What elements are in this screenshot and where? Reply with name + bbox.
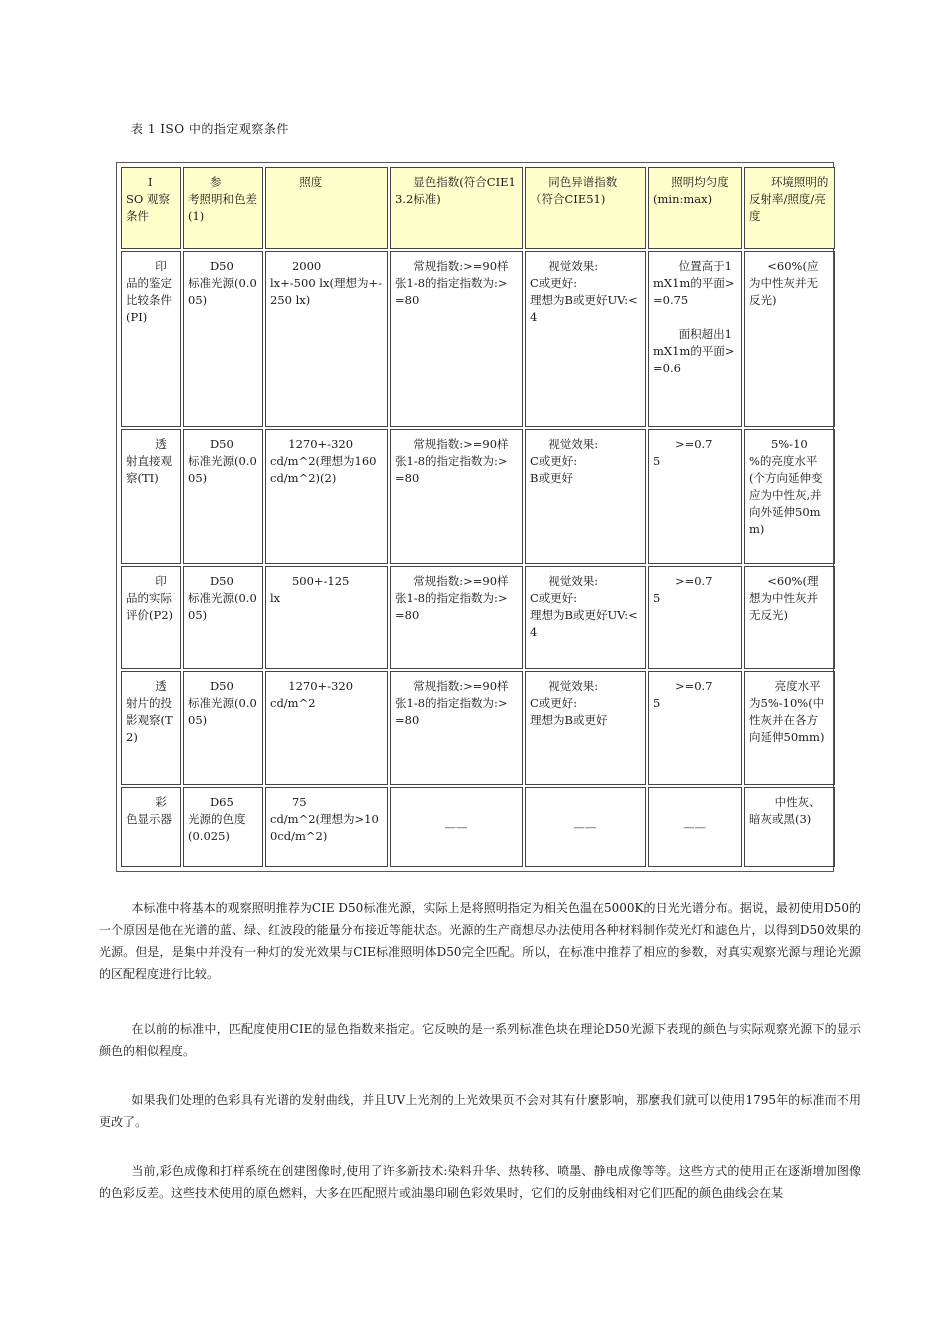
table-cell: 1270+-320 cd/m^2 bbox=[265, 671, 388, 785]
table-cell: 500+-125 lx bbox=[265, 566, 388, 669]
table-cell: 印 品的鉴定比较条件(PI) bbox=[121, 251, 181, 427]
table-cell: 视觉效果: C或更好: 理想为B或更好UV:<4 bbox=[525, 251, 646, 427]
table-row bbox=[121, 429, 835, 563]
table-cell: 亮度水平为5%-10%(中性灰并在各方向延伸50mm) bbox=[744, 671, 835, 785]
table-cell: 视觉效果: C或更好: B或更好 bbox=[525, 429, 646, 563]
empty-dash-cell: —— bbox=[390, 787, 523, 867]
table-cell: >=0.7 5 bbox=[648, 566, 742, 669]
table-cell: 常规指数:>=90样张1-8的指定指数为:>=80 bbox=[390, 566, 523, 669]
table-cell: 位置高于1mX1m的平面>=0.75 面积超出1mX1m的平面>=0.6 bbox=[648, 251, 742, 427]
header-cell: I SO 观察条件 bbox=[121, 167, 181, 249]
table-cell: 印 品的实际评价(P2) bbox=[121, 566, 181, 669]
header-cell: 照明均匀度(min:max) bbox=[648, 167, 742, 249]
table-cell: 2000 lx+-500 lx(理想为+-250 lx) bbox=[265, 251, 388, 427]
table-row bbox=[121, 787, 835, 867]
table-cell: 常规指数:>=90样张1-8的指定指数为:>=80 bbox=[390, 251, 523, 427]
table-cell: >=0.7 5 bbox=[648, 429, 742, 563]
table-cell: >=0.7 5 bbox=[648, 671, 742, 785]
body-paragraph: 本标准中将基本的观察照明推荐为CIE D50标准光源，实际上是将照明指定为相关色温在5000K的日光光谱分布。据说，最初使用D50的一个原因是他在光谱的蓝、绿、红波段的能量分布接近等能状态。光源的生产商想尽办法使用各种材料制作荧光灯和滤色片，以得到D50效果的光源。但是，是集中并没有一种灯的发光效果与CIE标准照明体D50完全匹配。所以，在标准中推荐了相应的参数，对真实观察光源与理论光源的区配程度进行比较。 bbox=[99, 901, 861, 981]
table-cell: 视觉效果: C或更好: 理想为B或更好UV:<4 bbox=[525, 566, 646, 669]
body-paragraph: 在以前的标准中，匹配度使用CIE的显色指数来指定。它反映的是一系列标准色块在理论D50光源下表现的颜色与实际观察光源下的显示颜色的相似程度。 bbox=[99, 1022, 861, 1058]
table-cell: 常规指数:>=90样张1-8的指定指数为:>=80 bbox=[390, 429, 523, 563]
table-cell: D50 标准光源(0.005) bbox=[183, 429, 263, 563]
body-paragraph: 当前,彩色成像和打样系统在创建图像时,使用了许多新技术:染料升华、热转移、喷墨、静电成像等等。这些方式的使用正在逐渐增加图像的色彩反差。这些技术使用的原色燃料，大多在匹配照片或油墨印刷色彩效果时，它们的反射曲线相对它们匹配的颜色曲线会在某 bbox=[99, 1164, 861, 1200]
table-cell: D50 标准光源(0.005) bbox=[183, 671, 263, 785]
table-cell: 透 射直接观察(TI) bbox=[121, 429, 181, 563]
table-cell: 5%-10 %的亮度水平(个方向延伸变应为中性灰,并向外延伸50mm) bbox=[744, 429, 835, 563]
table-cell: D65 光源的色度(0.025) bbox=[183, 787, 263, 867]
table-header-row bbox=[121, 167, 835, 249]
table-cell: D50 标准光源(0.005) bbox=[183, 566, 263, 669]
header-cell: 参 考照明和色差(1) bbox=[183, 167, 263, 249]
table-cell: <60%(理想为中性灰并无反光) bbox=[744, 566, 835, 669]
table-row bbox=[121, 566, 835, 669]
table-cell: 视觉效果: C或更好: 理想为B或更好 bbox=[525, 671, 646, 785]
table-cell: 彩 色显示器 bbox=[121, 787, 181, 867]
empty-dash-cell: —— bbox=[648, 787, 742, 867]
body-paragraph: 如果我们处理的色彩具有光谱的发射曲线，并且UV上光剂的上光效果页不会对其有什麼影响，那麼我们就可以使用1795年的标准而不用更改了。 bbox=[99, 1093, 861, 1129]
header-cell: 显色指数(符合CIE13.2标准) bbox=[390, 167, 523, 249]
table-cell: 透 射片的投影观察(T2) bbox=[121, 671, 181, 785]
header-cell: 照度 bbox=[265, 167, 388, 249]
table-row bbox=[121, 251, 835, 427]
header-cell: 同色异谱指数（符合CIE51) bbox=[525, 167, 646, 249]
table-cell: <60%(应为中性灰并无反光) bbox=[744, 251, 835, 427]
table-cell: 常规指数:>=90样张1-8的指定指数为:>=80 bbox=[390, 671, 523, 785]
empty-dash-cell: —— bbox=[525, 787, 646, 867]
observation-conditions-table bbox=[116, 162, 834, 872]
table-cell: 1270+-320 cd/m^2(理想为160cd/m^2)(2) bbox=[265, 429, 388, 563]
table-cell: D50 标准光源(0.005) bbox=[183, 251, 263, 427]
table-cell: 75 cd/m^2(理想为>100cd/m^2) bbox=[265, 787, 388, 867]
table-row bbox=[121, 671, 835, 785]
table-caption: 表 1 ISO 中的指定观察条件 bbox=[131, 122, 289, 136]
table-cell: 中性灰、暗灰或黑(3) bbox=[744, 787, 835, 867]
header-cell: 环境照明的反射率/照度/亮度 bbox=[744, 167, 835, 249]
